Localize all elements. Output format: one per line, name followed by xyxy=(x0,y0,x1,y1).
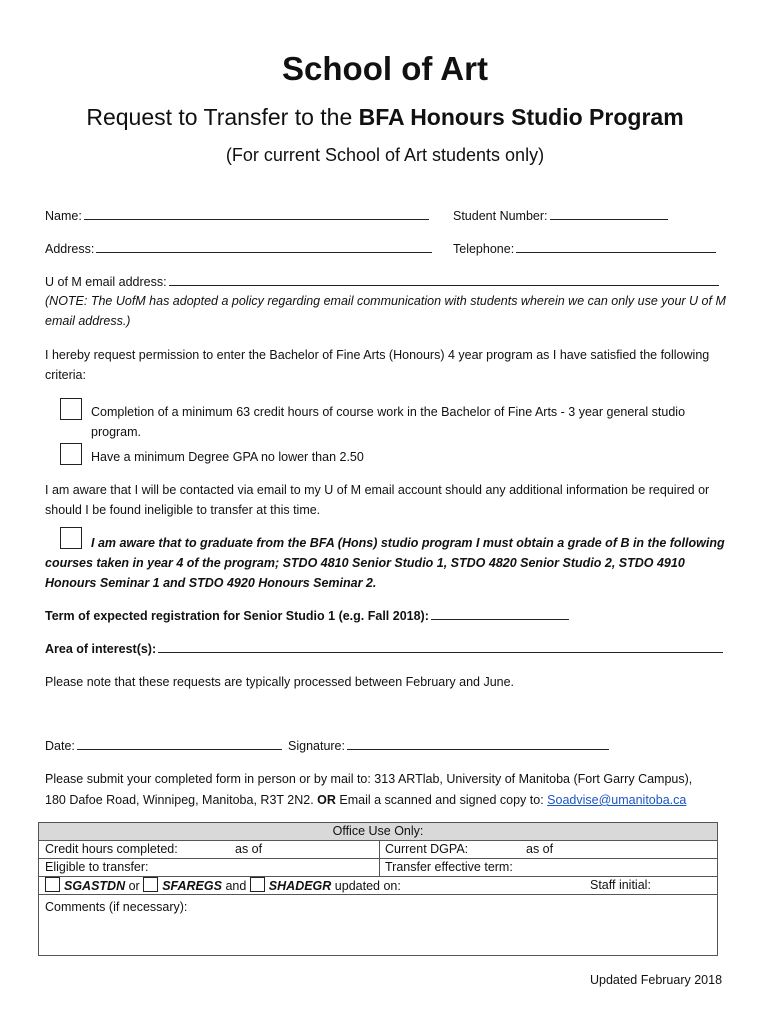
address-line[interactable] xyxy=(96,240,432,253)
email-label: U of M email address: xyxy=(45,275,167,289)
email-field[interactable] xyxy=(45,272,719,292)
area-line[interactable] xyxy=(158,640,723,653)
telephone-line[interactable] xyxy=(516,240,716,253)
signature-line[interactable] xyxy=(347,737,609,750)
sgastdn-label: SGASTDN xyxy=(64,879,126,893)
request-text: I hereby request permission to enter the Bachelor of Fine Arts (Honours) 4 year program as I have satisfied the following criteria: xyxy=(45,348,710,382)
email-note: (NOTE: The UofM has adopted a policy regarding email communication with students wherein we can only use your U of M email address.) xyxy=(45,294,726,328)
office-row-eligible xyxy=(39,859,717,877)
as-of-label-2: as of xyxy=(526,842,554,856)
updated-on-label: updated on: xyxy=(334,879,401,893)
sfaregs-label: SFAREGS xyxy=(162,879,222,893)
credit-hours-label: Credit hours completed: xyxy=(45,842,178,856)
office-use-table xyxy=(38,822,718,956)
term-field[interactable] xyxy=(45,606,569,626)
updates-line xyxy=(45,877,401,894)
area-label: Area of interest(s): xyxy=(45,642,157,656)
student-number-label: Student Number: xyxy=(453,209,548,223)
criteria-1-checkbox[interactable] xyxy=(60,398,82,420)
submit-email-link[interactable]: Soadvise@umanitoba.ca xyxy=(547,793,687,807)
submit-address: 180 Dafoe Road, Winnipeg, Manitoba, R3T 2N2. xyxy=(45,793,318,807)
or-label: or xyxy=(128,879,140,893)
shadegr-label: SHADEGR xyxy=(268,879,332,893)
telephone-label: Telephone: xyxy=(453,242,515,256)
sgastdn-checkbox[interactable] xyxy=(45,877,60,892)
area-field[interactable] xyxy=(45,639,723,659)
processing-note: Please note that these requests are typically processed between February and June. xyxy=(45,675,515,689)
criteria-1-text: Completion of a minimum 63 credit hours of course work in the Bachelor of Fine Arts - 3 year general studio program. xyxy=(91,405,686,439)
email-line[interactable] xyxy=(169,273,719,286)
and-label: and xyxy=(225,879,247,893)
telephone-field[interactable] xyxy=(453,239,716,259)
office-row-updates xyxy=(39,877,717,895)
date-line[interactable] xyxy=(77,737,282,750)
office-use-header: Office Use Only: xyxy=(39,823,717,841)
transfer-term-label: Transfer effective term: xyxy=(385,860,513,874)
subtitle-prefix: Request to Transfer to the xyxy=(86,104,359,130)
term-line[interactable] xyxy=(431,607,569,620)
date-label: Date: xyxy=(45,739,75,753)
graduate-text: I am aware that to graduate from the BFA (Hons) studio program I must obtain a grade of B in the following courses taken in year 4 of the program; STDO 4810 Senior Studio 1, STDO 4820 Senior Studio 2, STDO 4910 Honours Seminar 1 and STDO 4920 Honours Seminar 2. xyxy=(45,536,725,590)
name-label: Name: xyxy=(45,209,82,223)
address-label: Address: xyxy=(45,242,95,256)
name-field[interactable] xyxy=(45,206,429,226)
submit-line-1: Please submit your completed form in person or by mail to: 313 ARTlab, University of Manitoba (Fort Garry Campus), xyxy=(45,772,693,786)
office-row-credits xyxy=(39,841,717,859)
submit-line-2 xyxy=(45,790,686,810)
student-number-field[interactable] xyxy=(453,206,668,226)
comments-label: Comments (if necessary): xyxy=(45,900,188,914)
submit-or: OR xyxy=(317,793,336,807)
as-of-label-1: as of xyxy=(235,842,263,856)
address-field[interactable] xyxy=(45,239,432,259)
current-dgpa-label: Current DGPA: xyxy=(385,842,469,856)
student-number-line[interactable] xyxy=(550,207,668,220)
office-column-divider xyxy=(379,841,380,876)
page-title: School of Art xyxy=(282,50,488,87)
shadegr-checkbox[interactable] xyxy=(250,877,265,892)
criteria-2-checkbox[interactable] xyxy=(60,443,82,465)
submit-email-text: Email a scanned and signed copy to: xyxy=(335,793,548,807)
subtitle-note: (For current School of Art students only) xyxy=(225,145,545,165)
staff-initial-label: Staff initial: xyxy=(590,878,651,892)
term-label: Term of expected registration for Senior Studio 1 (e.g. Fall 2018): xyxy=(45,609,429,623)
page-subtitle xyxy=(0,104,770,131)
signature-field[interactable] xyxy=(288,736,609,756)
eligible-label: Eligible to transfer: xyxy=(45,860,149,874)
date-field[interactable] xyxy=(45,736,282,756)
subtitle-program: BFA Honours Studio Program xyxy=(358,104,684,130)
criteria-2-text: Have a minimum Degree GPA no lower than 2.50 xyxy=(91,450,364,464)
sfaregs-checkbox[interactable] xyxy=(143,877,158,892)
name-line[interactable] xyxy=(84,207,429,220)
aware-text: I am aware that I will be contacted via email to my U of M email account should any additional information be required or should I be found ineligible to transfer at this time. xyxy=(45,483,710,517)
signature-label: Signature: xyxy=(288,739,345,753)
updated-footer: Updated February 2018 xyxy=(590,973,723,987)
